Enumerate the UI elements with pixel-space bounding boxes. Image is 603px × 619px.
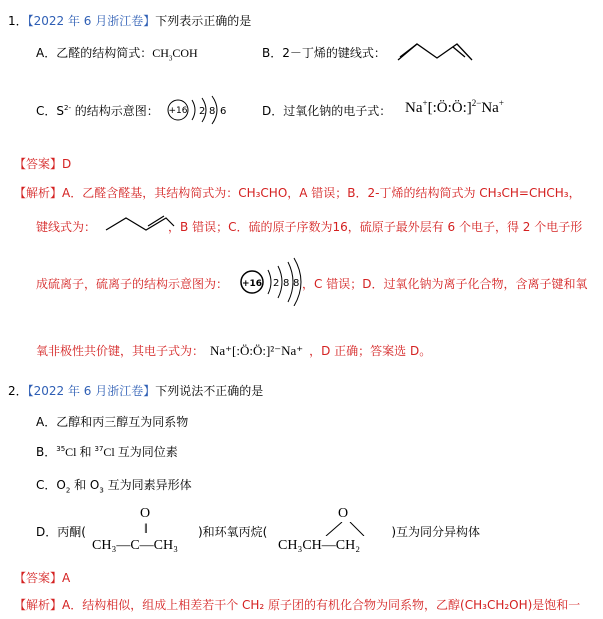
question-number: 1． [8, 14, 28, 28]
svg-text:2: 2 [273, 278, 280, 289]
butene-skeletal-formula [395, 38, 475, 64]
option-a: A．乙醛的结构简式：$CH_3COH$ [36, 46, 198, 63]
q2-option-a: A．乙醇和丙三醇互为同系物 [36, 415, 189, 429]
question-1-header [8, 12, 251, 29]
svg-text:8: 8 [293, 278, 300, 289]
svg-text:8: 8 [209, 106, 216, 117]
analysis-1-line1: 【解析】A．乙醛含醛基，其结构简式为：CH₃CHO，A 错误；B．2-丁烯的结构简式为 CH₃CH=CHCH₃， [14, 186, 581, 200]
svg-text:8: 8 [283, 278, 290, 289]
answer-1: 【答案】D [14, 157, 72, 171]
acetone-structure: O ‖ CH₃—C—CH₃ [92, 506, 178, 553]
svg-text:+16: +16 [241, 279, 263, 289]
analysis-1-line2: 键线式为： ，B 错误；C．硫的原子序数为16，硫原子最外层有 6 个电子，得 2 个电子形 [36, 220, 583, 234]
analysis-1-line4: 氧非极性共价键，其电子式为： Na⁺[:Ö:Ö:]²⁻Na⁺ ，D 正确；答案选 D。 [36, 343, 432, 358]
sodium-peroxide-formula: Na+[:Ö:Ö:]$^{2-}$Na+ [405, 98, 504, 116]
butene-skeletal-inline [104, 212, 176, 234]
sulfur-atom-diagram [166, 92, 236, 128]
epoxypropane-structure: O CH₃CH—CH₂ [278, 506, 360, 554]
question-2-header: 2．【2022 年 6 月浙江卷】下列说法不正确的是 [8, 384, 264, 398]
svg-text:2: 2 [199, 106, 206, 117]
question-source: 【2022 年 6 月浙江卷】 [27, 14, 156, 28]
q2-option-d: D．丙酮( )和环氧丙烷( )互为同分异构体 [36, 525, 480, 539]
option-b: B．2－丁烯的键线式： [262, 46, 386, 60]
option-c: C．$S^{2-}$ 的结构示意图： [36, 104, 159, 118]
q2-option-b: B．$^{35}$Cl 和 $^{37}$Cl 互为同位素 [36, 445, 178, 459]
option-d: D．过氧化钠的电子式： [262, 104, 392, 118]
sulfide-ion-diagram [238, 256, 312, 306]
analysis-1-line3: 成硫离子，硫离子的结构示意图为： ，C 错误；D．过氧化钠为离子化合物，含离子键和氧 [36, 277, 588, 291]
answer-2: 【答案】A [14, 571, 71, 585]
svg-text:+16: +16 [168, 106, 188, 116]
svg-text:6: 6 [220, 106, 227, 117]
q2-option-c: C．$O_2$ 和 $O_3$ 互为同素异形体 [36, 478, 192, 495]
analysis-2: 【解析】A．结构相似，组成上相差若干个 CH₂ 原子团的有机化合物为同系物，乙醇(CH₃CH₂OH)是饱和一 [14, 598, 581, 612]
question-stem: 下列表示正确的是 [155, 14, 252, 28]
